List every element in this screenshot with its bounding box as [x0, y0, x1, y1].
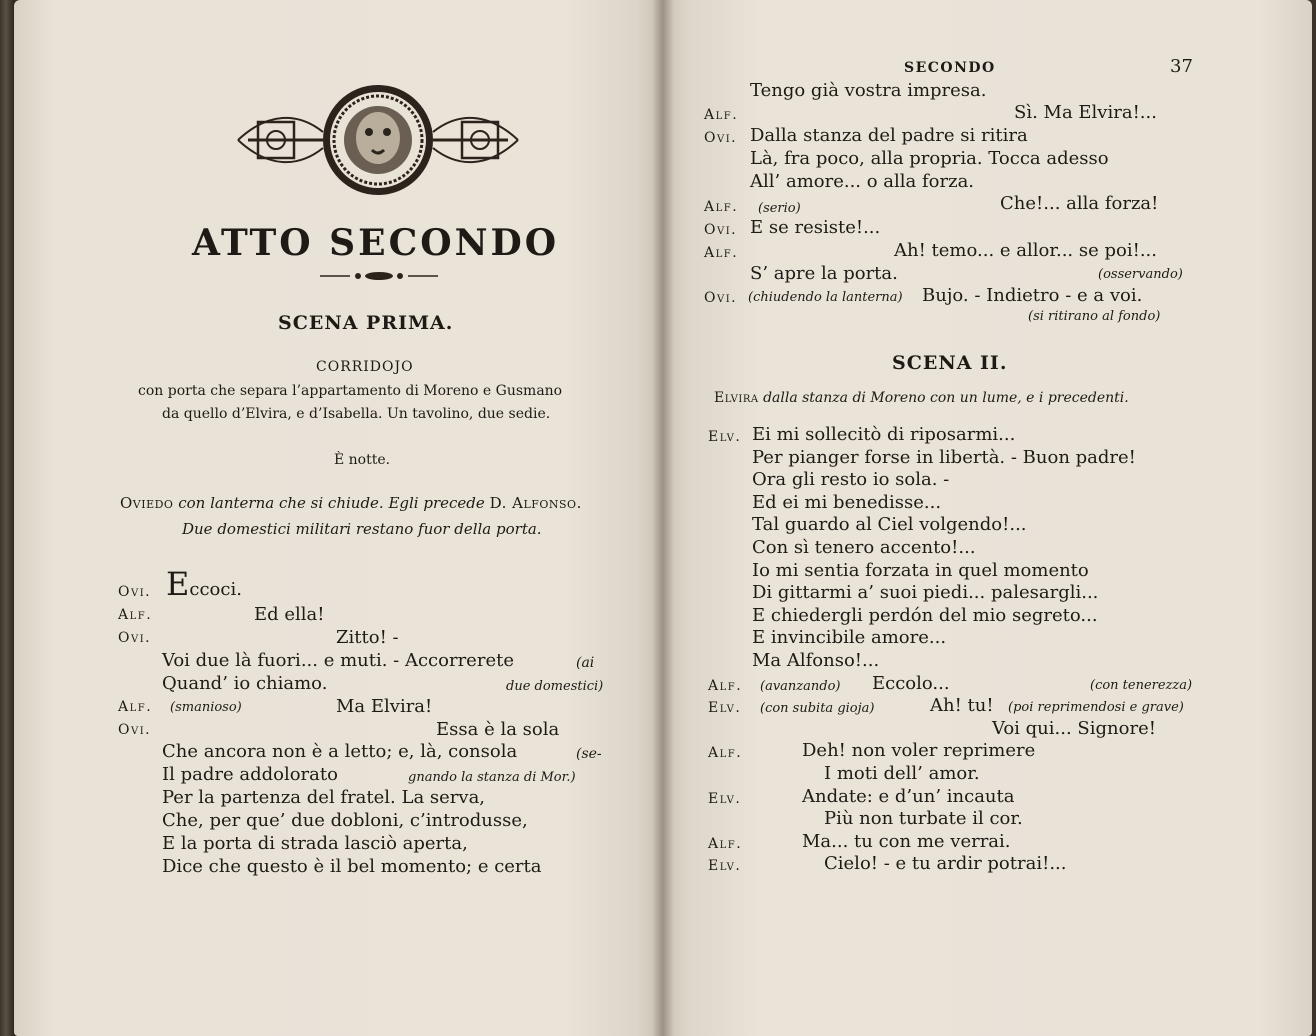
- stage-direction: (serio): [758, 201, 801, 216]
- dialogue-line: Cielo! - e tu ardir potrai!...: [824, 853, 1067, 874]
- stage-direction: (si ritirano al fondo): [1028, 309, 1161, 324]
- speaker: Elv.: [708, 858, 742, 874]
- speaker: Alf.: [118, 607, 153, 623]
- entry-name-oviedo: Oviedo: [120, 494, 174, 512]
- speaker: Elv.: [708, 791, 742, 807]
- dialogue-line: Tal guardo al Ciel volgendo!...: [752, 514, 1027, 535]
- entry-name-elvira: Elvira: [714, 390, 759, 406]
- dialogue-line: Più non turbate il cor.: [824, 808, 1023, 829]
- time-note: È notte.: [334, 452, 391, 468]
- ornamental-rule-icon: [318, 268, 440, 284]
- dialogue-line: Che!... alla forza!: [1000, 193, 1159, 214]
- dialogue-line: S’ apre la porta.: [750, 263, 898, 284]
- stage-direction: (avanzando): [760, 679, 841, 694]
- dialogue-line: Dice che questo è il bel momento; e certa: [162, 856, 542, 877]
- dialogue-line: Che ancora non è a letto; e, là, consola: [162, 741, 518, 762]
- stage-direction: (ai: [576, 655, 595, 671]
- right-page: [662, 0, 1312, 1036]
- dialogue-line: Con sì tenero accento!...: [752, 537, 976, 558]
- dialogue-line: Ed ella!: [254, 604, 325, 625]
- dialogue-line: Là, fra poco, alla propria. Tocca adesso: [750, 148, 1109, 169]
- dialogue-line: E chiedergli perdón del mio segreto...: [752, 605, 1098, 626]
- speaker: Ovi.: [118, 584, 152, 600]
- speaker: Elv.: [708, 700, 742, 716]
- speaker: Ovi.: [704, 290, 738, 306]
- scene-title: SCENA PRIMA.: [278, 312, 454, 334]
- stage-direction: (smanioso): [170, 700, 242, 715]
- stage-direction: gnando la stanza di Mor.): [408, 770, 576, 785]
- dialogue-line: [166, 565, 242, 603]
- act-title: ATTO SECONDO: [192, 222, 560, 264]
- stage-direction: (chiudendo la lanterna): [748, 290, 903, 305]
- entry-line-1: [120, 494, 582, 512]
- dialogue-line: Quand’ io chiamo.: [162, 673, 328, 694]
- running-head: SECONDO: [904, 60, 996, 76]
- dialogue-line: Di gittarmi a’ suoi piedi... palesargli...: [752, 582, 1099, 603]
- setting-line-1: con porta che separa l’appartamento di Moreno e Gusmano: [138, 383, 563, 399]
- dialogue-line: Per la partenza del fratel. La serva,: [162, 787, 486, 808]
- dialogue-line: I moti dell’ amor.: [824, 763, 980, 784]
- dialogue-line: Tengo già vostra impresa.: [750, 80, 987, 101]
- speaker: Alf.: [704, 245, 739, 261]
- speaker: Elv.: [708, 429, 742, 445]
- mask-ornament-icon: [228, 82, 528, 198]
- speaker: Ovi.: [118, 722, 152, 738]
- speaker: Alf.: [704, 199, 739, 215]
- speaker: Alf.: [708, 836, 743, 852]
- dialogue-line: Zitto! -: [336, 627, 399, 648]
- dialogue-line: E invincibile amore...: [752, 627, 947, 648]
- dialogue-line: E se resiste!...: [750, 217, 881, 238]
- scene-2-title: SCENA II.: [892, 352, 1008, 374]
- dialogue-line: Bujo. - Indietro - e a voi.: [922, 285, 1143, 306]
- dialogue-line: Ora gli resto io sola. -: [752, 469, 950, 490]
- dialogue-line: Ed ei mi benedisse...: [752, 492, 942, 513]
- page-number: 37: [1170, 56, 1193, 77]
- dialogue-line: Ma Elvira!: [336, 696, 433, 717]
- stage-direction: (osservando): [1098, 267, 1183, 282]
- stage-direction: due domestici): [506, 679, 604, 694]
- gutter: [652, 0, 674, 1036]
- scene-2-entry: [714, 390, 1129, 406]
- speaker: Alf.: [118, 699, 153, 715]
- dialogue-line: Ah! tu!: [930, 695, 994, 716]
- left-page: [14, 0, 662, 1036]
- drop-cap: E: [166, 565, 190, 603]
- dialogue-line: All’ amore... o alla forza.: [750, 171, 975, 192]
- dialogue-line: Essa è la sola: [436, 719, 560, 740]
- speaker: Alf.: [704, 107, 739, 123]
- dialogue-line: Voi due là fuori... e muti. - Accorrerete: [162, 650, 514, 671]
- dialogue-line: Ah! temo... e allor... se poi!...: [894, 240, 1158, 261]
- dialogue-line: Io mi sentia forzata in quel momento: [752, 560, 1089, 581]
- setting-line-2: da quello d’Elvira, e d’Isabella. Un tavolino, due sedie.: [162, 406, 551, 422]
- stage-direction: (con subita gioja): [760, 701, 875, 716]
- dialogue-line: E la porta di strada lasciò aperta,: [162, 833, 468, 854]
- entry-text: con lanterna che si chiude. Egli precede: [178, 494, 485, 512]
- dialogue-line: Andate: e d’un’ incauta: [802, 786, 1015, 807]
- dialogue-line: Dalla stanza del padre si ritira: [750, 125, 1028, 146]
- dialogue-line: Ei mi sollecitò di riposarmi...: [752, 424, 1016, 445]
- dialogue-line: Ma... tu con me verrai.: [802, 831, 1011, 852]
- speaker: Ovi.: [704, 130, 738, 146]
- stage-direction: (con tenerezza): [1090, 678, 1193, 693]
- dialogue-line: Il padre addolorato: [162, 764, 338, 785]
- entry-text: dalla stanza di Moreno con un lume, e i precedenti.: [763, 390, 1129, 406]
- stage-direction: (se-: [576, 746, 602, 762]
- entry-line-2: Due domestici militari restano fuor della porta.: [182, 520, 542, 538]
- dialogue-line: Sì. Ma Elvira!...: [1014, 102, 1157, 123]
- stage-direction: (poi reprimendosi e grave): [1008, 700, 1184, 715]
- setting-title: CORRIDOJO: [316, 359, 414, 375]
- speaker: Alf.: [708, 678, 743, 694]
- speaker: Ovi.: [704, 222, 738, 238]
- dialogue-line: Ma Alfonso!...: [752, 650, 880, 671]
- dialogue-line: Che, per que’ due dobloni, c’introdusse,: [162, 810, 528, 831]
- speaker: Ovi.: [118, 630, 152, 646]
- dialogue-line: Deh! non voler reprimere: [802, 740, 1036, 761]
- dialogue-line: Eccolo...: [872, 673, 950, 694]
- dialogue-line: Per pianger forse in libertà. - Buon padre!: [752, 447, 1136, 468]
- dialogue-text: ccoci.: [189, 579, 242, 600]
- speaker: Alf.: [708, 745, 743, 761]
- dialogue-line: Voi qui... Signore!: [992, 718, 1156, 739]
- entry-name-alfonso: D. Alfonso.: [489, 494, 582, 512]
